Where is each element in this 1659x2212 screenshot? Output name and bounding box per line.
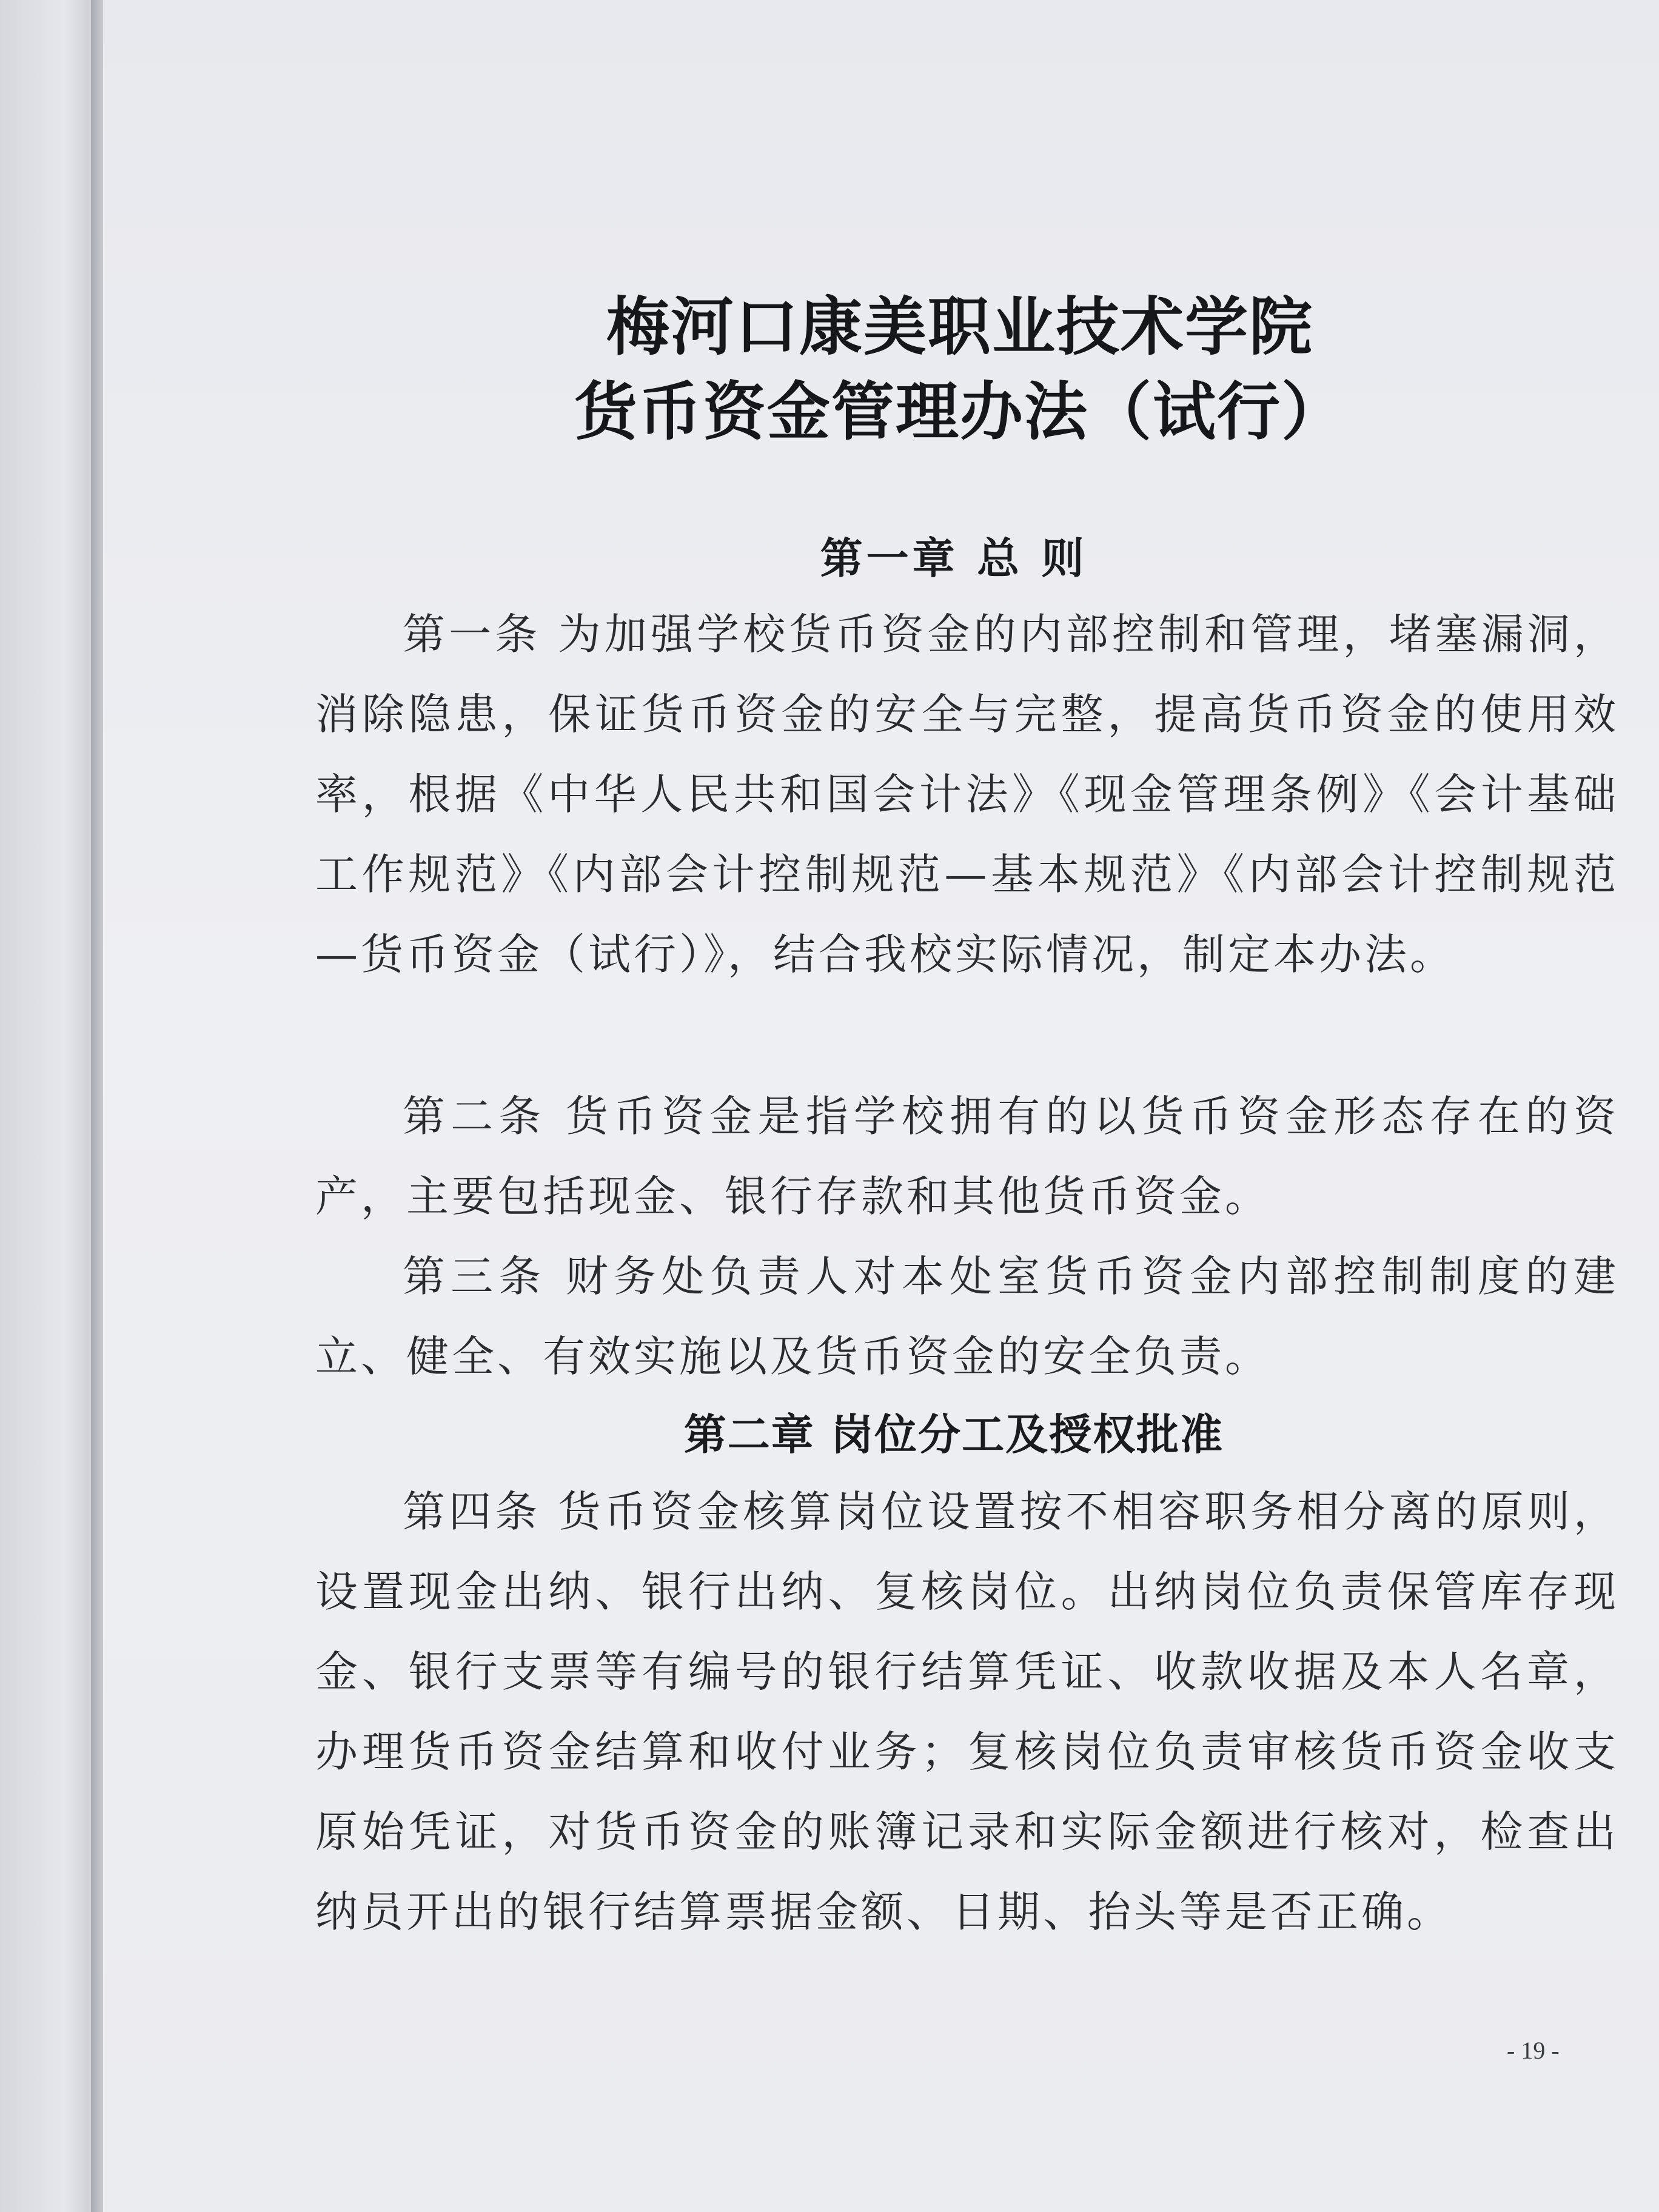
article-1: 第一条 为加强学校货币资金的内部控制和管理，堵塞漏洞，消除隐患，保证货币资金的安全与完整，提高货币资金的使用效率，根据《中华人民共和国会计法》《现金管理条例》《会计基础工作规范》《内部会计控制规范—基本规范》《内部会计控制规范—货币资金（试行）》，结合我校实际情况，制定本办法。: [315, 609, 1619, 979]
article-2: 第二条 货币资金是指学校拥有的以货币资金形态存在的资产，主要包括现金、银行存款和其他货币资金。: [315, 1091, 1619, 1221]
document-title-line2: 货币资金管理办法（试行）: [574, 374, 1346, 449]
article-3: 第三条 财务处负责人对本处室货币资金内部控制制度的建立、健全、有效实施以及货币资金的安全负责。: [315, 1252, 1619, 1381]
document-page: [103, 0, 1659, 2212]
adjacent-page-edge: [0, 0, 91, 2212]
chapter1-heading: 第一章 总 则: [820, 534, 1088, 583]
document-title-line1: 梅河口康美职业技术学院: [606, 289, 1313, 364]
page-number: - 19 -: [1507, 2037, 1560, 2064]
chapter2-heading: 第二章 岗位分工及授权批准: [683, 1410, 1224, 1460]
article-4: 第四条 货币资金核算岗位设置按不相容职务相分离的原则，设置现金出纳、银行出纳、复核岗位。出纳岗位负责保管库存现金、银行支票等有编号的银行结算凭证、收款收据及本人名章，办理货币资金结算和收付业务；复核岗位负责审核货币资金收支原始凭证，对货币资金的账簿记录和实际金额进行核对，检查出纳员开出的银行结算票据金额、日期、抬头等是否正确。: [315, 1487, 1619, 1937]
